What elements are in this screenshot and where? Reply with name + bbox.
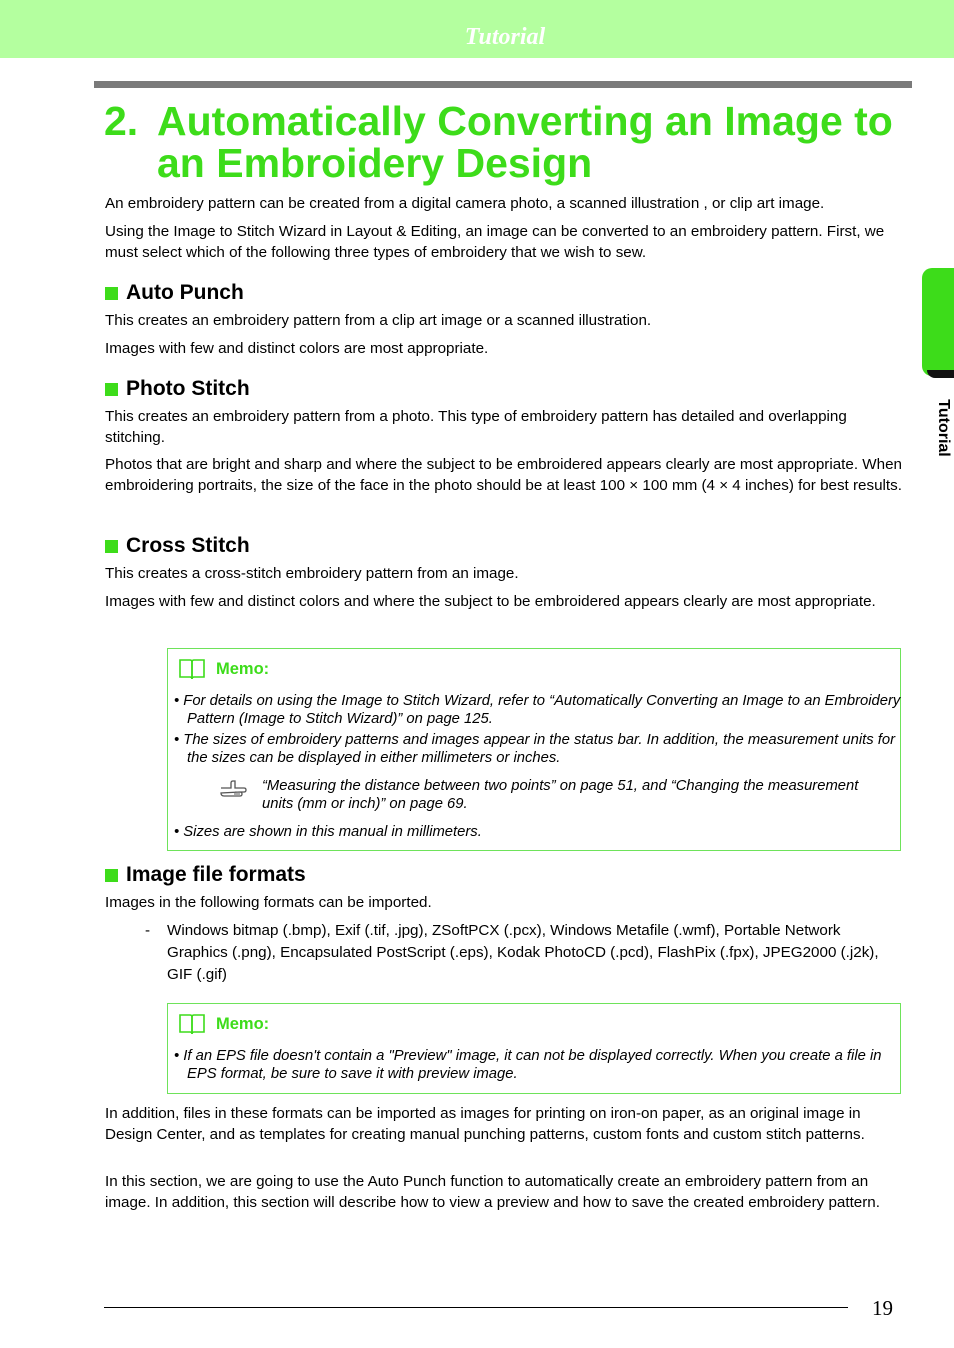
memo-reference — [218, 777, 890, 813]
title-rule — [94, 81, 912, 88]
intro-paragraph-2: Using the Image to Stitch Wizard in Layout & Editing, an image can be converted to an embroidery pattern. First, we must select which of the following three types of embroidery that we wish to sew. — [105, 223, 885, 261]
book-icon — [178, 657, 206, 681]
book-icon — [178, 1012, 206, 1036]
green-square-icon — [105, 540, 118, 553]
page-number: 19 — [872, 1296, 893, 1320]
chapter-title — [104, 100, 914, 184]
memo-label: Memo: — [216, 1014, 270, 1033]
memo-item-1: • For details on using the Image to Stitch Wizard, refer to “Automatically Converting an Image to an Embroidery Pattern (Image to Stitch Wizard)” on page 125. — [174, 693, 901, 727]
memo-label: Memo: — [216, 659, 270, 678]
photo-stitch-paragraph-1: This creates an embroidery pattern from a photo. This type of embroidery pattern has detailed and overlapping stitching. — [105, 408, 847, 446]
intro-paragraph-1: An embroidery pattern can be created from a digital camera photo, a scanned illustration , or clip art image. — [105, 195, 825, 212]
formats-list-item — [145, 920, 905, 986]
pointing-hand-icon — [218, 779, 248, 799]
formats-paragraph-1: Images in the following formats can be imported. — [105, 894, 432, 911]
memo-item-3: • Sizes are shown in this manual in millimeters. — [174, 824, 482, 840]
cross-stitch-paragraph-1: This creates a cross-stitch embroidery pattern from an image. — [105, 565, 519, 582]
list-dash: - — [145, 922, 151, 939]
heading-auto-punch — [105, 281, 244, 305]
heading-text: Cross Stitch — [126, 534, 250, 557]
side-tab — [922, 268, 954, 376]
auto-punch-paragraph-1: This creates an embroidery pattern from a clip art image or a scanned illustration. — [105, 312, 652, 329]
cross-stitch-paragraph-2: Images with few and distinct colors and where the subject to be embroidered appears clearly are most appropriate. — [105, 593, 876, 610]
header-title: Tutorial — [464, 24, 546, 50]
heading-text: Photo Stitch — [126, 377, 250, 400]
heading-cross-stitch — [105, 534, 250, 558]
heading-text: Image file formats — [126, 863, 306, 886]
chapter-number: 2. — [104, 98, 139, 144]
memo-header — [178, 657, 269, 681]
green-square-icon — [105, 383, 118, 396]
green-square-icon — [105, 869, 118, 882]
auto-punch-paragraph-2: Images with few and distinct colors are most appropriate. — [105, 340, 489, 357]
closing-paragraph-1: In addition, files in these formats can be imported as images for printing on iron-on paper, as an original image in Design Center, and as templates for creating manual punching patterns, custom fonts and custom stitch patterns. — [105, 1105, 865, 1143]
closing-paragraph-2: In this section, we are going to use the Auto Punch function to automatically create an embroidery pattern from an image. In addition, this section will describe how to view a preview and how to save the created embroidery pattern. — [105, 1173, 880, 1211]
chapter-title-text: Automatically Converting an Image to an Embroidery Design — [157, 98, 893, 186]
memo-reference-text: “Measuring the distance between two points” on page 51, and “Changing the measurement units (mm or inch)” on page 69. — [262, 778, 859, 812]
side-tab-label: Tutorial — [935, 399, 952, 457]
side-tab-shadow — [927, 370, 954, 378]
formats-list-text: Windows bitmap (.bmp), Exif (.tif, .jpg), ZSoftPCX (.pcx), Windows Metafile (.wmf), Portable Network Graphics (.png), Encapsulated PostScript (.eps), Kodak PhotoCD (.pcd), FlashPix (.fpx), JPEG2000 (.j2k), GIF (.gif) — [167, 922, 879, 983]
green-square-icon — [105, 287, 118, 300]
heading-image-file-formats — [105, 863, 306, 887]
heading-photo-stitch — [105, 377, 250, 401]
heading-text: Auto Punch — [126, 281, 244, 304]
memo-header — [178, 1012, 269, 1036]
memo-box-2 — [167, 1003, 901, 1094]
memo-box-1 — [167, 648, 901, 851]
photo-stitch-paragraph-2: Photos that are bright and sharp and where the subject to be embroidered appears clearly are most appropriate. When embroidering portraits, the size of the face in the photo should be at least 100 × 100 mm (4 × 4 inches) for best results. — [105, 456, 902, 494]
memo-item-1: • If an EPS file doesn't contain a "Preview" image, it can not be displayed correctly. When you create a file in EPS format, be sure to save it with preview image. — [174, 1048, 882, 1082]
memo-item-2: • The sizes of embroidery patterns and images appear in the status bar. In addition, the measurement units for the sizes can be displayed in either millimeters or inches. — [174, 732, 896, 766]
footer-rule — [104, 1307, 848, 1308]
